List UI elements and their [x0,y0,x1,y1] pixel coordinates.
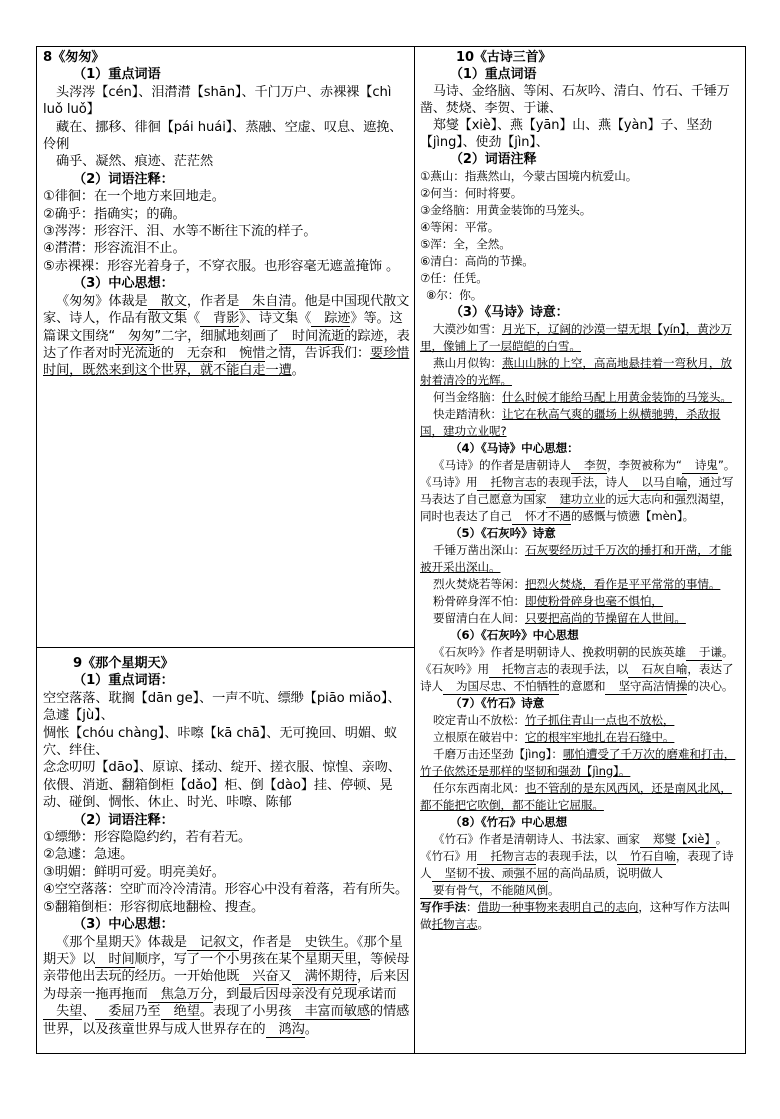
section-heading: （1）重点词语 [73,67,161,83]
fill-blank: 石灰自喻 [628,662,687,678]
note-line: ①徘徊：在一个地方来回地走。 [43,189,225,205]
section-heading: （4）《马诗》中心思想： [450,441,579,455]
fill-blank: 要有骨气，不能随风倒 [420,883,548,899]
lesson-9-cell [43,655,410,1038]
poem-line: 要留清白在人间：只要把高尚的节操留在人世间。 [433,611,686,625]
section-heading: （6）《石灰吟》中心思想 [450,628,579,642]
note-line: ④空空落落：空旷而冷冷清清。形容心中没有着落，若有所失。 [43,882,409,898]
fill-blank: 惋惜 [226,346,265,362]
lesson-10-cell [420,49,740,933]
note-line: ②何当：何时将要。 [420,186,523,200]
poem-line: 咬定青山不放松：竹子抓住青山一点也不放松， [433,713,675,727]
lesson-8-cell [43,49,410,380]
fill-blank: 托物言志 [431,917,478,931]
section-heading: （2）词语注释： [73,171,174,187]
fill-blank: 时间 [95,952,134,968]
vocab-line: 念念叨叨【dāo】、原谅、揉动、绽开、搓衣服、惊惶、亲吻、依偎、消逝、翻箱倒柜【dǎo】柜、倒【dào】挂、停顿、晃动、碰倒、惆怅、休止、时光、咔嚓、陈郁 [43,760,401,811]
fill-blank: 满怀期待 [292,969,357,985]
poem-line: 粉骨碎身浑不怕：即使粉骨碎身也毫不惧怕， [433,594,663,608]
fill-blank: 诗鬼 [682,458,718,474]
vocab-line: 郑燮【xiè】、燕【yān】山、燕【yàn】子、坚劲【jìng】、使劲【jìn】、 [420,118,713,150]
fill-blank: 要珍惜时间，既然来到这个世界，就不能白走一遭 [43,345,410,379]
fill-blank: 以马自喻 [628,475,687,491]
fill-blank: 坚守高洁情操 [605,679,687,695]
fill-blank: 托物言志 [477,849,536,865]
poem-line: 何当金络脑：什么时候才能给马配上用黄金装饰的马笼头。 [433,390,732,404]
fill-blank: 托物言志 [477,475,536,491]
column-divider [414,47,415,1053]
fill-blank: 李贺 [571,458,607,474]
poem-line: 大漠沙如雪：月光下，辽阔的沙漠一望无垠【yín】，黄沙万里，像铺上了一层皑皑的白雪。 [420,322,732,353]
fill-blank: 鸿沟 [266,1022,305,1038]
lesson-title: 8《匆匆》 [43,50,105,65]
note-line: ②急遽：急速。 [43,847,134,863]
note-line: ⑤浑：全，全然。 [420,237,511,251]
poem-line: 烈火焚烧若等闲：把烈火焚烧，看作是平平常常的事情。 [433,577,721,591]
note-line: ⑦任：任凭。 [420,271,488,285]
vocab-line: 藏在、挪移、徘徊【pái huái】、蒸融、空虚、叹息、遮挽、伶俐 [43,119,403,153]
note-line: ⑥清白：高尚的节操。 [420,254,534,268]
fill-blank: 为国尽忠、不怕牺牲 [443,679,559,695]
fill-blank: 踪迹 [311,311,350,327]
fill-blank: 朱自清 [239,294,291,310]
section-heading: （1）重点词语： [73,673,174,689]
section-heading: （3）《马诗》诗意： [450,305,569,320]
fill-blank: 坚韧不拔、顽强不屈 [432,866,548,882]
center-idea: 《匆匆》体裁是 散文，作者是 朱自清。他是中国现代散文家、诗人，作品有散文集《 背影》、诗文集《 踪迹》等。这篇课文围绕“ 匆匆”二字，细腻地刻画了 时间流逝的踪迹，表达了作者对时光流逝的 无奈和 惋惜之情，告诉我们：要珍惜时间，既然来到这个世界，就不能白走一遭。 [43,293,410,379]
note-line: ①燕山：指燕然山，今蒙古国境内杭爱山。 [420,169,638,183]
vocab-line: 惆怅【chóu chàng】、咔嚓【kā chā】、无可挽回、明媚、蚁穴、绊住、 [43,725,398,759]
fill-blank: 借助一种事物来表明自己的志向 [477,900,639,914]
fill-blank: 散文 [148,294,187,310]
fill-blank: 背影 [200,311,239,327]
section-heading: （1）重点词语 [450,67,537,82]
center-idea: 《石灰吟》作者是明朝诗人、挽救明朝的民族英雄 于谦。《石灰吟》用 托物言志的表现手法，以 石灰自喻，表达了诗人 为国尽忠、不怕牺牲的意愿和 坚守高洁情操的决心。 [420,645,734,693]
fill-blank: 焦急万分 [148,987,213,1003]
fill-blank: 绝望 [161,1004,200,1020]
vocab-line: 马诗、金络脑、等闲、石灰吟、清白、竹石、千锤万凿、焚烧、李贺、于谦、 [420,84,730,116]
note-line: ⑧尔：你。 [426,288,483,302]
section-heading: （2）词语注释： [73,812,174,828]
poem-line: 立根原在破岩中：它的根牢牢地扎在岩石缝中。 [433,730,675,744]
fill-blank: 兴奋 [239,969,278,985]
fill-blank: 托物言志 [489,662,548,678]
vocab-line: 确乎、凝然、痕迹、茫茫然 [56,154,214,170]
writing-method: 写作手法：借助一种事物来表明自己的志向，这种写作方法叫做托物言志。 [420,900,731,931]
fill-blank: 匆匆 [115,329,154,345]
notes-table [36,46,746,1054]
poem-line: 快走踏清秋：让它在秋高气爽的疆场上纵横驰骋，杀敌报国，建功立业呢? [420,407,721,438]
note-line: ③金络脑：用黄金装饰的马笼头。 [420,203,592,217]
note-line: ⑤翻箱倒柜：形容彻底地翻检、搜查。 [43,899,265,915]
lesson-title: 10《古诗三首》 [456,50,552,65]
lesson-title: 9《那个星期天》 [73,656,174,671]
vocab-line: 空空落落、耽搁【dān ge】、一声不吭、缥缈【piāo miǎo】、急遽【jù】、 [43,690,401,724]
poem-line: 千锤万凿出深山：石灰要经历过千万次的捶打和开凿，才能被开采出深山。 [420,543,732,574]
note-line: ⑤赤裸裸：形容光着身子，不穿衣服。也形容毫无遮盖掩饰 。 [43,258,400,274]
row-divider [37,647,414,648]
section-heading: （3）中心思想： [73,917,174,933]
note-line: ④等闲：平常。 [420,220,500,234]
fill-blank: 记叙文 [187,935,239,951]
poem-line: 千磨万击还坚劲【jìng】：哪怕遭受了千万次的磨难和打击，竹子依然还是那样的坚韧和强劲【jìng】。 [420,747,736,778]
section-heading: （8）《竹石》中心思想 [450,815,568,829]
section-heading: （5）《石灰吟》诗意 [450,526,556,540]
note-line: ③涔涔：形容汗、泪、水等不断往下流的样子。 [43,224,317,240]
fill-blank: 丰富而敏感 [291,1004,369,1020]
center-idea: 《竹石》作者是清朝诗人、书法家、画家 郑燮【xiè】。《竹石》用 托物言志的表现手法，以 竹石自喻，表现了诗人 坚韧不拔、顽强不屈的高尚品质，说明做人要有骨气，不能随风倒。 [420,832,734,897]
poem-line: 任尔东西南北风：也不管刮的是东风西风，还是南风北风，都不能把它吹倒，都不能让它屈服。 [420,781,732,812]
fill-blank: 史铁生 [292,935,344,951]
fill-blank: 竹石自喻 [617,849,676,865]
fill-blank: 建功立业 [546,492,605,508]
note-line: ③明媚：鲜明可爱。明亮美好。 [43,864,225,880]
vocab-line: 头涔涔【cén】、泪潸潸【shān】、千门万户、赤裸裸【chì luǒ luǒ】 [43,84,392,118]
fill-blank: 郑燮【xiè】 [640,832,716,848]
note-line: ②确乎：指确实；的确。 [43,206,186,222]
fill-blank: 失望 [43,1004,82,1020]
poem-line: 燕山月似钩：燕山山脉的上空，高高地悬挂着一弯秋月，放射着清冷的光辉。 [420,356,732,387]
section-heading: （7）《竹石》诗意 [450,696,545,710]
fill-blank: 委屈 [95,1004,134,1020]
fill-blank: 怀才不遇 [512,509,571,525]
fill-blank: 无奈 [174,346,213,362]
note-line: ①缥缈：形容隐隐约约，若有若无。 [43,830,252,846]
fill-blank: 于谦 [686,645,722,661]
center-idea: 《那个星期天》体裁是 记叙文，作者是 史铁生。《那个星期天》以 时间顺序，写了一个小男孩在某个星期天里，等候母亲带他出去玩的经历。一开始他既 兴奋又 满怀期待，后来因为母亲一拖再拖而 焦急万分，到最后因母亲没有兑现承诺而失望、 委屈乃至 绝望。表现了小男孩 丰富而敏感的情感世界，以及孩童世界与成人世界存在的 鸿沟。 [43,934,410,1037]
section-heading: （3）中心思想： [73,276,174,292]
section-heading: （2）词语注释 [450,152,537,167]
center-idea: 《马诗》的作者是唐朝诗人 李贺，李贺被称为“ 诗鬼”。《马诗》用 托物言志的表现手法，诗人 以马自喻，通过写马表达了自己愿意为国家 建功立业的远大志向和强烈渴望，同时也表达了自己 怀才不遇的感慨与愤懑【mèn】。 [420,458,736,523]
note-line: ④潸潸：形容流泪不止。 [43,241,186,257]
fill-blank: 时间流逝 [279,329,344,345]
